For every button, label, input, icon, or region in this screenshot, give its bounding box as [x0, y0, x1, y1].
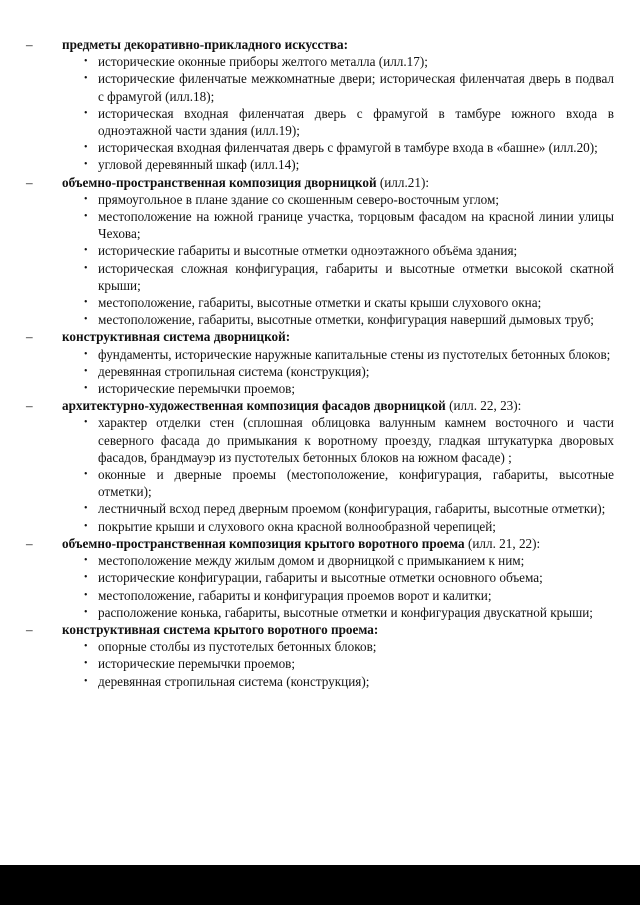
heading-reference-text: (илл.21):	[376, 174, 430, 190]
list-item	[24, 346, 614, 363]
list-item-text: местоположение, габариты, высотные отметки и скаты крыши слухового окна;	[98, 295, 542, 311]
list-item-text: историческая входная филенчатая дверь с фрамугой в тамбуре южного входа в одноэтажной части здания (илл.19);	[98, 105, 614, 139]
list-item-text: угловой деревянный шкаф (илл.14);	[98, 157, 300, 173]
bullet-icon: •	[84, 641, 88, 653]
list-item-text: опорные столбы из пустотелых бетонных блоков;	[98, 639, 377, 655]
section	[24, 174, 614, 329]
bullet-icon: •	[84, 658, 88, 670]
list-item-text: деревянная стропильная система (конструкция);	[98, 363, 370, 379]
heading-bold-text: архитектурно-художественная композиция фасадов дворницкой	[62, 398, 446, 414]
bullet-icon: •	[84, 159, 88, 171]
bullet-list	[24, 414, 614, 534]
section-heading	[24, 621, 614, 638]
list-item	[24, 105, 614, 139]
list-item	[24, 139, 614, 156]
bullet-icon: •	[84, 503, 88, 515]
list-item-text: фундаменты, исторические наружные капитальные стены из пустотелых бетонных блоков;	[98, 346, 611, 362]
list-item	[24, 414, 614, 466]
heading-text	[62, 535, 614, 552]
heading-bold-text: конструктивная система дворницкой:	[62, 329, 291, 345]
list-item	[24, 191, 614, 208]
list-item	[24, 587, 614, 604]
bullet-list	[24, 191, 614, 329]
list-item-text: исторические конфигурации, габариты и высотные отметки основного объема;	[98, 570, 543, 586]
bullet-icon: •	[84, 555, 88, 567]
list-item-text: местоположение, габариты, высотные отметки, конфигурация наверший дымовых труб;	[98, 312, 594, 328]
heading-text	[62, 36, 614, 53]
list-item	[24, 518, 614, 535]
list-item-text: деревянная стропильная система (конструкция);	[98, 673, 370, 689]
bullet-icon: •	[84, 142, 88, 154]
section	[24, 535, 614, 621]
bullet-icon: •	[84, 383, 88, 395]
list-item	[24, 363, 614, 380]
dash-marker: –	[26, 174, 33, 190]
bullet-icon: •	[84, 193, 88, 205]
heading-text	[62, 397, 614, 414]
list-item	[24, 70, 614, 104]
list-item-text: лестничный всход перед дверным проемом (конфигурация, габариты, высотные отметки);	[98, 501, 606, 517]
list-item	[24, 242, 614, 259]
list-item	[24, 604, 614, 621]
list-item	[24, 208, 614, 242]
list-item-text: местоположение, габариты и конфигурация проемов ворот и калитки;	[98, 587, 492, 603]
list-item	[24, 673, 614, 690]
dash-marker: –	[26, 535, 33, 551]
list-item	[24, 569, 614, 586]
list-item-text: покрытие крыши и слухового окна красной волнообразной черепицей;	[98, 518, 496, 534]
list-item	[24, 466, 614, 500]
section	[24, 328, 614, 397]
bullet-icon: •	[84, 245, 88, 257]
bullet-list	[24, 638, 614, 690]
bullet-icon: •	[84, 469, 88, 481]
section-heading	[24, 535, 614, 552]
list-item-text: местоположение между жилым домом и дворницкой с примыканием к ним;	[98, 553, 525, 569]
list-item	[24, 552, 614, 569]
bullet-icon: •	[84, 56, 88, 68]
list-item	[24, 311, 614, 328]
heading-reference-text: (илл. 21, 22):	[464, 535, 541, 551]
list-item	[24, 156, 614, 173]
bullet-icon: •	[84, 589, 88, 601]
dash-marker: –	[26, 37, 33, 52]
bullet-icon: •	[84, 297, 88, 309]
list-item	[24, 638, 614, 655]
bullet-icon: •	[84, 314, 88, 326]
bullet-icon: •	[84, 520, 88, 532]
dash-marker: –	[26, 621, 33, 637]
list-item-text: расположение конька, габариты, высотные отметки и конфигурация двускатной крыши;	[98, 604, 593, 620]
list-item	[24, 380, 614, 397]
list-item	[24, 53, 614, 70]
bullet-list	[24, 346, 614, 398]
list-item-text: исторические перемычки проемов;	[98, 656, 296, 672]
section-heading	[24, 397, 614, 414]
section-heading	[24, 174, 614, 191]
section	[24, 36, 614, 174]
bullet-list	[24, 53, 614, 173]
bullet-icon: •	[84, 417, 88, 429]
list-item-text: прямоугольное в плане здание со скошенным северо-восточным углом;	[98, 191, 500, 207]
section	[24, 397, 614, 535]
bullet-icon: •	[84, 262, 88, 274]
bullet-icon: •	[84, 365, 88, 377]
list-item-text: исторические перемычки проемов;	[98, 381, 296, 397]
bullet-icon: •	[84, 73, 88, 85]
list-item-text: исторические филенчатые межкомнатные двери; историческая филенчатая дверь в подвал с фрамугой (илл.18);	[98, 71, 614, 104]
bullet-icon: •	[84, 211, 88, 223]
heading-text	[62, 621, 614, 638]
bottom-black-bar	[0, 865, 640, 905]
bullet-icon: •	[84, 675, 88, 687]
section-heading	[24, 36, 614, 53]
bullet-icon: •	[84, 348, 88, 360]
list-item	[24, 294, 614, 311]
bullet-list	[24, 552, 614, 621]
heading-bold-text: объемно-пространственная композиция крытого воротного проема	[62, 535, 465, 551]
list-item-text: характер отделки стен (сплошная облицовка валунным камнем восточного и части северного фасада до примыкания к воротному проезду, гладкая штукатурка дворовых фасадов, брандмауэр из пустотелых бетонных блоков на южном фасаде) ;	[98, 415, 614, 465]
bullet-icon: •	[84, 572, 88, 584]
section-heading	[24, 328, 614, 345]
document-content	[24, 36, 614, 690]
list-item-text: историческая сложная конфигурация, габариты и высотные отметки высокой скатной крыши;	[98, 260, 614, 293]
list-item	[24, 655, 614, 672]
dash-marker: –	[26, 329, 33, 345]
list-item-text: исторические оконные приборы желтого металла (илл.17);	[98, 54, 428, 70]
dash-marker: –	[26, 398, 33, 414]
bullet-icon: •	[84, 107, 88, 119]
bullet-icon: •	[84, 606, 88, 618]
list-item	[24, 500, 614, 517]
heading-bold-text: предметы декоративно-прикладного искусства:	[62, 37, 348, 52]
section	[24, 621, 614, 690]
list-item-text: исторические габариты и высотные отметки одноэтажного объёма здания;	[98, 243, 518, 259]
heading-text	[62, 174, 614, 191]
list-item-text: оконные и дверные проемы (местоположение, конфигурация, габариты, высотные отметки);	[98, 467, 614, 500]
list-item-text: историческая входная филенчатая дверь с фрамугой в тамбуре входа в «башне» (илл.20);	[98, 140, 598, 156]
heading-reference-text: (илл. 22, 23):	[445, 398, 522, 414]
heading-bold-text: объемно-пространственная композиция дворницкой	[62, 174, 377, 190]
list-item	[24, 260, 614, 294]
list-item-text: местоположение на южной границе участка, торцовым фасадом на красной линии улицы Чехова;	[98, 209, 614, 242]
heading-text	[62, 328, 614, 345]
heading-bold-text: конструктивная система крытого воротного проема:	[62, 621, 379, 637]
